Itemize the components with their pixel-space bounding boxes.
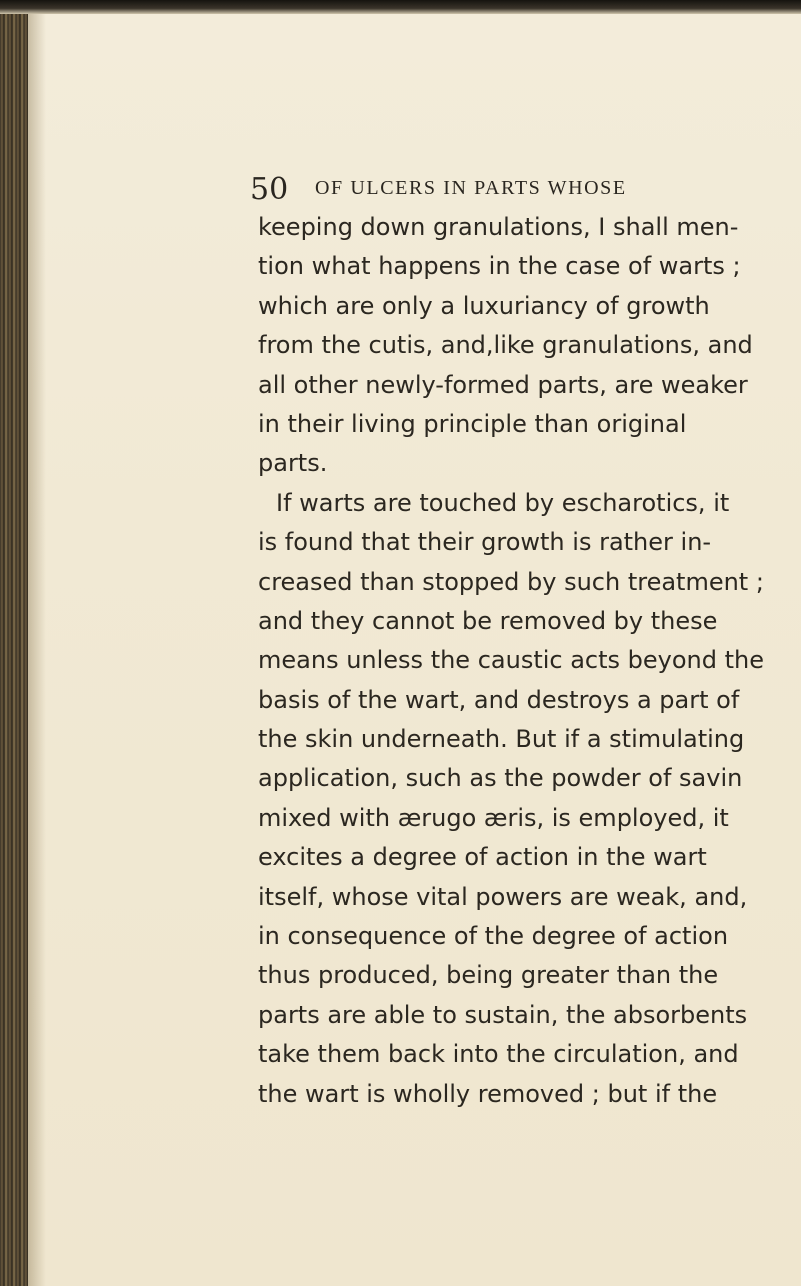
text-line: itself, whose vital powers are weak, and, bbox=[258, 882, 748, 911]
text-line: means unless the caustic acts beyond the bbox=[258, 646, 765, 675]
text-line: parts. bbox=[258, 449, 328, 478]
text-line: the skin underneath. But if a stimulating bbox=[258, 725, 745, 754]
text-line: which are only a luxuriancy of growth bbox=[258, 291, 710, 320]
text-line: thus produced, being greater than the bbox=[258, 961, 719, 990]
book-binding bbox=[0, 0, 28, 1286]
text-line: mixed with ærugo æris, is employed, it bbox=[258, 803, 729, 832]
text-line: take them back into the circulation, and bbox=[258, 1040, 739, 1069]
text-line: parts are able to sustain, the absorbents bbox=[258, 1000, 748, 1029]
text-line: keeping down granulations, I shall men- bbox=[258, 213, 739, 241]
text-line: in their living principle than original bbox=[258, 409, 687, 438]
body-text bbox=[258, 208, 765, 1114]
text-line: and they cannot be removed by these bbox=[258, 606, 718, 635]
text-line: If warts are touched by escharotics, it bbox=[276, 488, 730, 517]
running-head: OF ULCERS IN PARTS WHOSE bbox=[315, 177, 627, 199]
text-line: excites a degree of action in the wart bbox=[258, 843, 707, 872]
text-line: creased than stopped by such treatment ; bbox=[258, 567, 764, 596]
page-header bbox=[250, 168, 690, 208]
text-line: basis of the wart, and destroys a part of bbox=[258, 685, 740, 714]
page-top-edge bbox=[0, 0, 801, 14]
text-line: tion what happens in the case of warts ; bbox=[258, 252, 741, 281]
text-line: from the cutis, and,like granulations, and bbox=[258, 331, 753, 360]
text-line: all other newly-formed parts, are weaker bbox=[258, 370, 748, 399]
page-number: 50 bbox=[250, 172, 289, 207]
text-line: the wart is wholly removed ; but if the bbox=[258, 1079, 718, 1108]
text-line: is found that their growth is rather in- bbox=[258, 528, 712, 557]
text-line: in consequence of the degree of action bbox=[258, 922, 729, 951]
text-line: application, such as the powder of savin bbox=[258, 764, 743, 793]
